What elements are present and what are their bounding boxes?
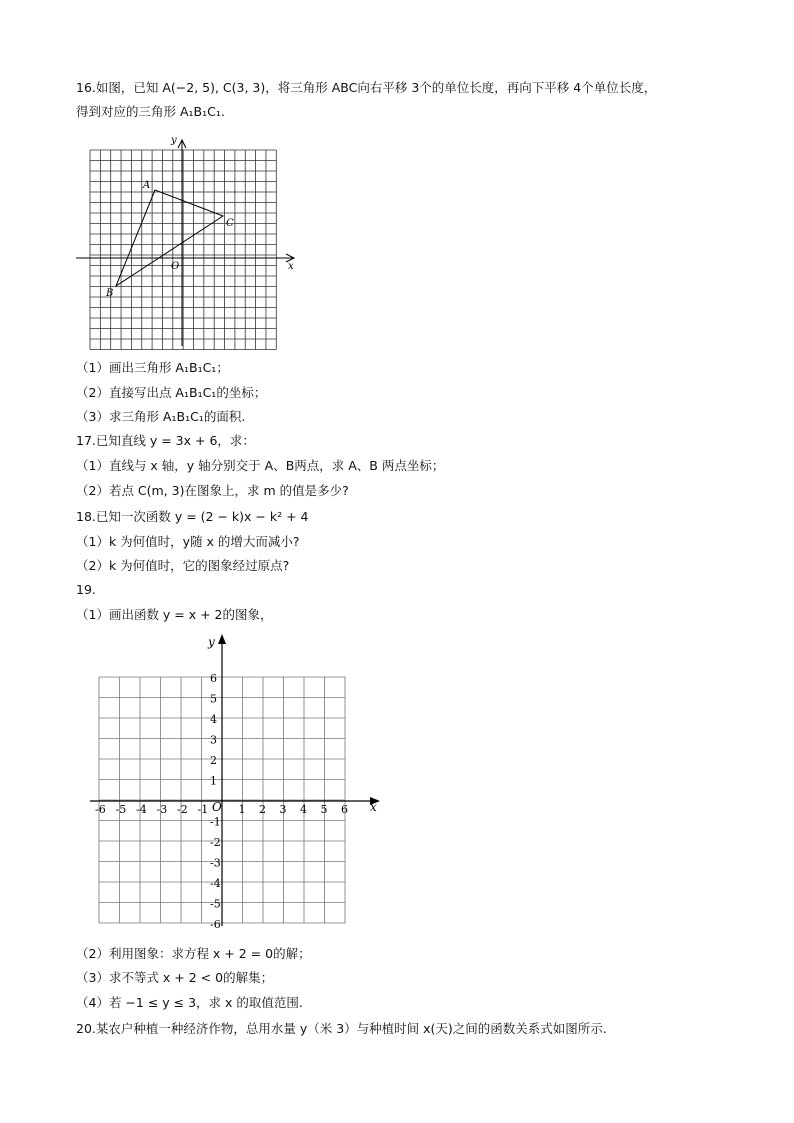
y-tick-label: 2 [210, 754, 217, 767]
q17-part1: （1）直线与 x 轴，y 轴分别交于 A、B两点，求 A、B 两点坐标； [76, 458, 445, 473]
y-tick-label: 1 [210, 774, 217, 788]
q19-part4: （4）若 −1 ≤ y ≤ 3，求 x 的取值范围. [76, 995, 303, 1010]
y-tick-label: 3 [210, 733, 217, 747]
x-tick-label: -3 [156, 803, 168, 816]
y-tick-label: -2 [210, 836, 221, 849]
q16-part3: （3）求三角形 A₁B₁C₁的面积. [76, 409, 246, 424]
x-tick-label: -6 [95, 803, 106, 816]
q16-grid-lines [90, 150, 276, 350]
triangle-abc [116, 190, 223, 286]
q19-x-label: x [370, 800, 377, 814]
x-tick-label: 4 [300, 803, 307, 816]
x-tick-label: 6 [341, 803, 348, 816]
q16-stem-line2: 得到对应的三角形 A₁B₁C₁. [76, 104, 225, 119]
q19-coordinate-grid [84, 630, 384, 930]
q19-part1: （1）画出函数 y = x + 2的图象， [76, 607, 273, 622]
q16-part2: （2）直接写出点 A₁B₁C₁的坐标； [76, 385, 267, 400]
point-b-label: B [106, 288, 114, 299]
y-tick-label: -5 [210, 897, 221, 911]
y-tick-label: -4 [210, 877, 221, 890]
q16-x-label: x [288, 261, 294, 272]
x-tick-label: 2 [259, 803, 266, 816]
y-tick-label: 6 [210, 672, 217, 685]
q16-origin-label: O [171, 261, 180, 272]
q16-y-label: y [171, 135, 177, 146]
q16-grid-figure [72, 128, 308, 350]
point-a-label: A [143, 180, 151, 191]
q19-y-arrow [218, 634, 226, 644]
q19-part3: （3）求不等式 x + 2 < 0的解集； [76, 970, 274, 985]
x-tick-label: 5 [320, 803, 328, 816]
y-tick-label: -6 [210, 918, 221, 930]
q19-part2: （2）利用图象：求方程 x + 2 = 0的解； [76, 946, 311, 961]
q17-part2: （2）若点 C(m, 3)在图象上，求 m 的值是多少? [76, 483, 349, 498]
x-tick-label: -5 [115, 803, 127, 816]
x-tick-label: -1 [197, 803, 209, 816]
q18-part1: （1）k 为何值时，y随 x 的增大而减小? [76, 534, 300, 549]
q19-stem: 19. [76, 582, 96, 597]
q19-y-label: y [208, 635, 215, 649]
q18-part2: （2）k 为何值时，它的图象经过原点? [76, 558, 290, 573]
q16-stem-line1: 16.如图，已知 A(−2, 5), C(3, 3)，将三角形 ABC向右平移 3个的单位长度，再向下平移 4个单位长度， [76, 80, 657, 95]
q16-part1: （1）画出三角形 A₁B₁C₁； [76, 360, 229, 375]
y-tick-label: 5 [210, 692, 217, 706]
x-tick-label: 3 [279, 803, 287, 816]
x-tick-label: -4 [136, 803, 147, 816]
q17-stem: 17.已知直线 y = 3x + 6，求： [76, 433, 255, 448]
y-tick-label: 4 [210, 713, 217, 726]
q20-stem: 20.某农户种植一种经济作物，总用水量 y（米 3）与种植时间 x(天)之间的函数关系式如图所示. [76, 1021, 607, 1036]
x-tick-label: 1 [238, 803, 246, 816]
q19-origin-label: O [212, 800, 222, 814]
y-tick-label: -3 [210, 856, 221, 870]
q18-stem: 18.已知一次函数 y = (2 − k)x − k² + 4 [76, 509, 309, 524]
y-tick-label: -1 [210, 815, 221, 829]
x-tick-label: -2 [177, 803, 188, 816]
point-c-label: C [226, 218, 234, 229]
